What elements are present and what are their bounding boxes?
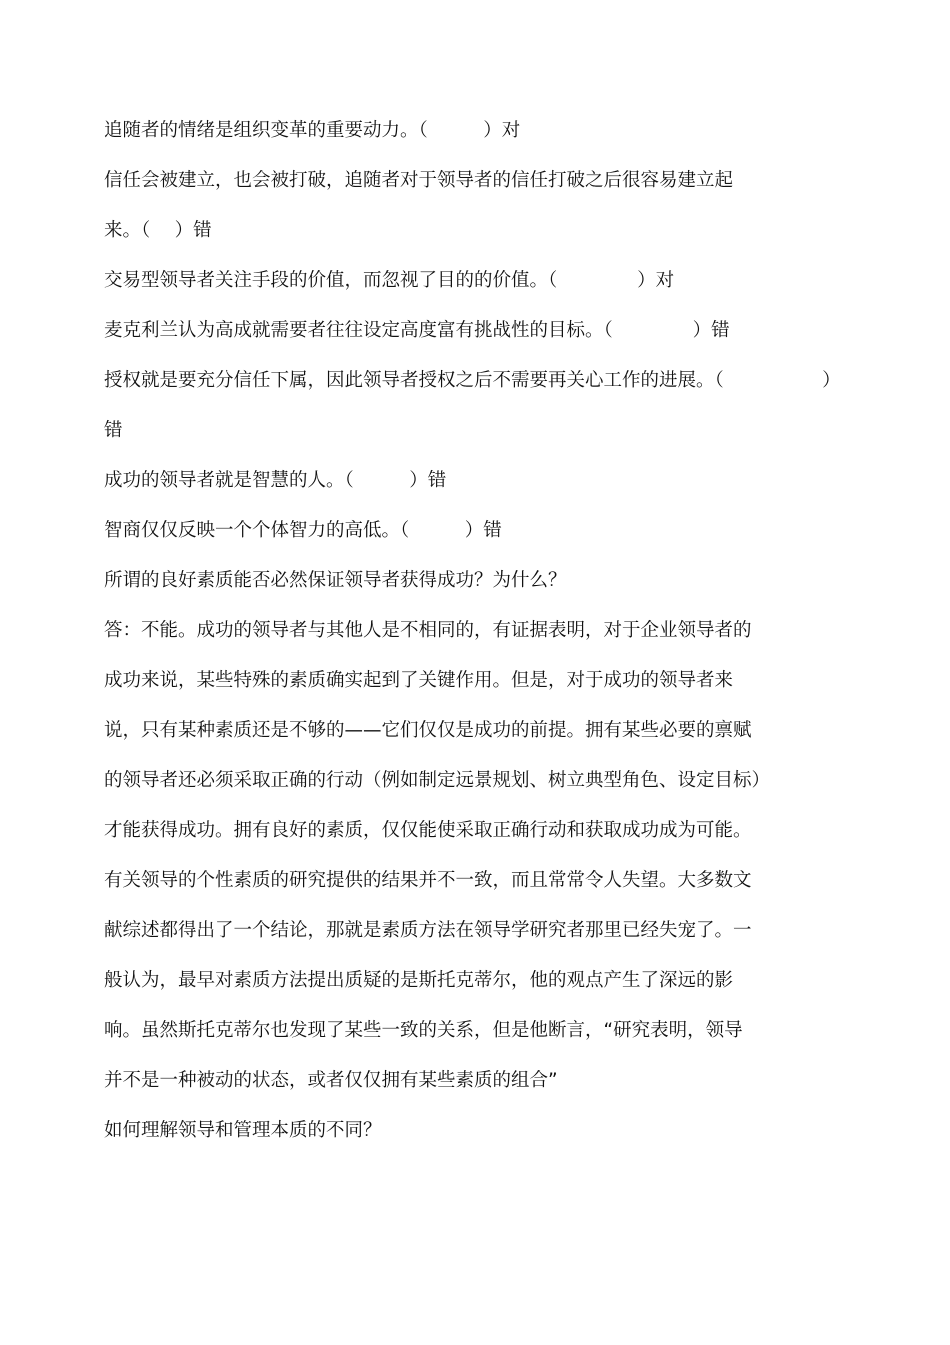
answer-line: 答：不能。成功的领导者与其他人是不相同的，有证据表明，对于企业领导者的: [104, 620, 752, 641]
answer-line: 成功来说，某些特殊的素质确实起到了关键作用。但是，对于成功的领导者来: [104, 670, 734, 691]
text-line: 来。（ ）错: [104, 220, 212, 241]
text-line: 错: [104, 420, 123, 441]
answer-line: 并不是一种被动的状态，或者仅仅拥有某些素质的组合”: [104, 1070, 558, 1091]
text-line: 麦克利兰认为高成就需要者往往设定高度富有挑战性的目标。（ ）错: [104, 320, 730, 341]
text-line: 信任会被建立，也会被打破，追随者对于领导者的信任打破之后很容易建立起: [104, 170, 734, 191]
answer-line: 的领导者还必须采取正确的行动（例如制定远景规划、树立典型角色、设定目标）: [104, 770, 771, 791]
question-heading: 所谓的良好素质能否必然保证领导者获得成功？为什么？: [104, 570, 567, 591]
answer-line: 般认为，最早对素质方法提出质疑的是斯托克蒂尔，他的观点产生了深远的影: [104, 970, 734, 991]
text-line: 智商仅仅反映一个个体智力的高低。（ ）错: [104, 520, 502, 541]
text-line: 交易型领导者关注手段的价值，而忽视了目的的价值。（ ）对: [104, 270, 675, 291]
answer-line: 献综述都得出了一个结论，那就是素质方法在领导学研究者那里已经失宠了。一: [104, 920, 752, 941]
answer-line: 才能获得成功。拥有良好的素质，仅仅能使采取正确行动和获取成功成为可能。: [104, 820, 752, 841]
answer-line: 有关领导的个性素质的研究提供的结果并不一致，而且常常令人失望。大多数文: [104, 870, 752, 891]
text-line: 成功的领导者就是智慧的人。（ ）错: [104, 470, 447, 491]
text-line: 授权就是要充分信任下属，因此领导者授权之后不需要再关心工作的进展。（ ）: [104, 370, 841, 391]
text-line: 追随者的情绪是组织变革的重要动力。（ ）对: [104, 120, 521, 141]
question-heading: 如何理解领导和管理本质的不同？: [104, 1120, 382, 1141]
answer-line: 说，只有某种素质还是不够的——它们仅仅是成功的前提。拥有某些必要的禀赋: [104, 720, 752, 741]
answer-line: 响。虽然斯托克蒂尔也发现了某些一致的关系，但是他断言，“研究表明，领导: [104, 1020, 743, 1041]
